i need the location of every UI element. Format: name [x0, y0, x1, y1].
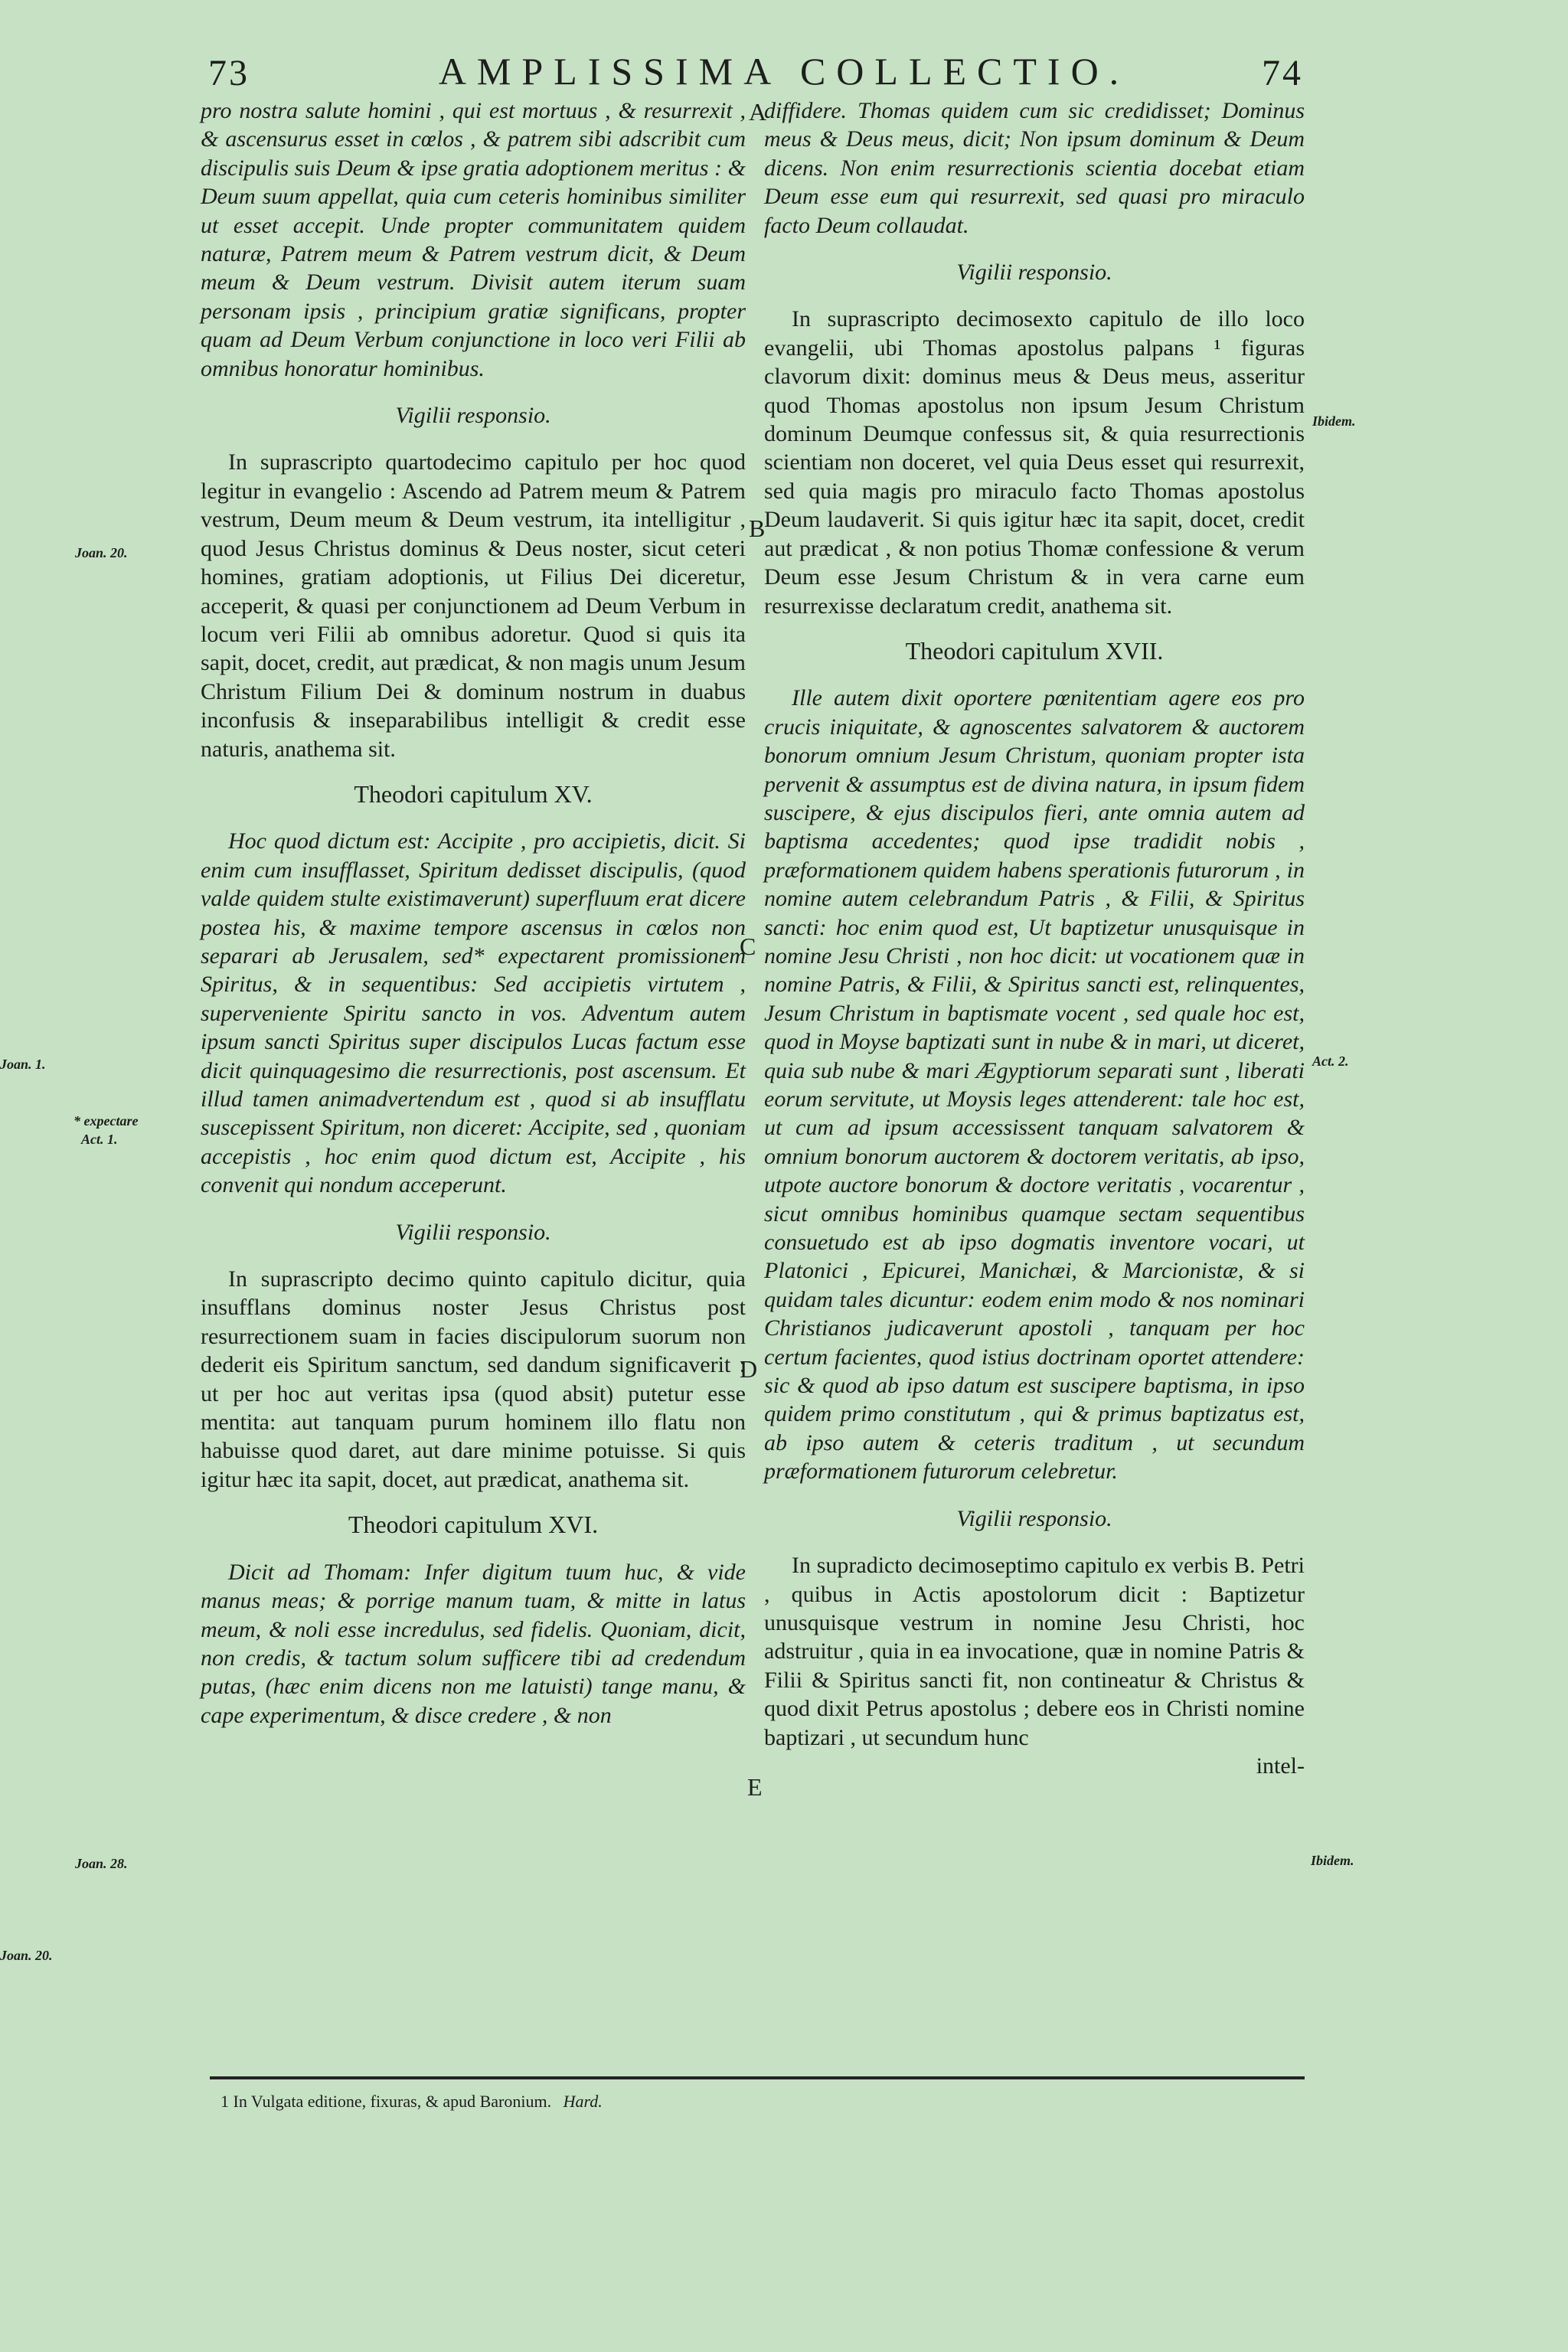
left-paragraph-2: In suprascripto quartodecimo capitulo per hoc quod legitur in evangelio : Ascendo ad Patrem meum & Patrem vestrum, Deum meum & Deum vestrum, ita intelligitur , quod Jesus Christus dominus & Deus noster, sicut ceteri homines, gratiam adoptionis, ut Filius Dei diceretur, acceperit, & quasi per conjunctionem ad Deum Verbum in locum veri Filii ab omnibus adoretur. Quod si quis ita sapit, docet, credit, aut prædicat, & non magis unum Jesum Christum Filium Dei & dominum nostrum in duabus inconfusis & inseparabilibus intelligit & credit esse naturis, anathema sit.: [201, 449, 746, 762]
section-letter-a: A: [749, 98, 767, 126]
right-heading-vigilii-2: Vigilii responsio.: [956, 1505, 1112, 1531]
left-paragraph-4: In suprascripto decimo quinto capitulo dicitur, quia insufflans dominus noster Jesus Christus post resurrectionem suam in facies discipulorum suorum non dederit eis Spiritum sanctum, sed dandum significaverit : ut per hoc aut veritas ipsa (quod absit) putetur esse mentita: aut tanquam purum hominem illo flatu non habuisse quod daret, aut dare minime potuisse. Si quis igitur hæc ita sapit, docet, aut prædicat, anathema sit.: [201, 1266, 746, 1492]
section-letter-c: C: [740, 933, 756, 960]
right-heading-theodori-xvii: Theodori capitulum XVII.: [905, 636, 1164, 665]
right-paragraph-3: Ille autem dixit oportere pœnitentiam agere eos pro crucis iniquitate, & agnoscentes salvatorem & auctorem bonorum omnium Jesum Christum, quoniam propter ista pervenit & assumptus est de divina natura, in ipsum fidem suscipere, & ejus discipulos fieri, ante omnia autem ad baptisma accedentes; quod ipse tradidit nobis , præformationem quidem habens sperationis futurorum , in nomine autem celebrandum Patris , & Filii, & Spiritus sancti: hoc enim quod est, Ut baptizetur unusquisque in nomine Jesu Christi , non hoc dicit: ut vocationem quæ in nomine Patris, & Filii, & Spiritus sancti est, relinquentes, Jesum Christum in baptismate vocent , sed quale hoc est, quod in Moyse baptizati sunt in nube & in mari, ut diceret, quia sub nube & mari Ægyptiorum separati sunt , liberati eorum servitute, ut Moysis leges attenderent: tale hoc est, ut cum ad ipsum accessissent tanquam salvatorem & omnium bonorum auctorem & doctorem veritatis, ab ipso, utpote auctore bonorum & doctore veritatis , vocarentur , sicut omnibus hominibus quamque sectam sequentibus consuetudo est ab ipso dogmatis inventore vocari, ut Platonici , Epicurei, Manichæi, & Marcionistæ, & si quidam tales dicuntur: eodem enim modo & nos nominari Christianos judicaverunt apostoli , tanquam per hoc certum facientes, quod istius doctrinam oportet attendere: sic & quod ab ipso datum est suscipere baptisma, in ipso quidem primo constitutum , qui & primus baptizatus est, ab ipso autem & ceteris traditum , ut secundum præformationem futurorum celebretur.: [764, 685, 1305, 1485]
right-paragraph-1: diffidere. Thomas quidem cum sic credidisset; Dominus meus & Deus meus, dicit; Non ipsum dominum & Deum dicens. Non enim resurrectionis scientia docebat etiam Deum esse eum qui resurrexit, sed quasi pro miraculo facto Deum collaudat.: [764, 98, 1305, 238]
right-heading-vigilii-1: Vigilii responsio.: [956, 260, 1112, 286]
left-heading-vigilii-1: Vigilii responsio.: [395, 403, 551, 429]
left-paragraph-1: pro nostra salute homini , qui est mortuus , & resurrexit , & ascensurus esset in cœlos , & patrem sibi adscribit cum discipulis suis Deum & ipse gratia adoptionem meritus : & Deum suum appellat, quia cum ceteris hominibus similiter ut esset accepit. Unde propter communitatem quidem naturæ, Patrem meum & Patrem vestrum dicit, & Deum meum & Deum vestrum. Divisit autem iterum suam personam ipsis , principium gratiæ significans, propter quam ad Deum Verbum conjunctione in loco veri Filii ab omnibus honoratur hominibus.: [201, 98, 746, 381]
running-title: AMPLISSIMA COLLECTIO.: [438, 50, 1130, 93]
left-heading-theodori-xvi: Theodori capitulum XVI.: [348, 1511, 599, 1539]
page-number-left: 73: [208, 53, 250, 93]
left-column: [201, 96, 746, 1730]
footnote-rule: [210, 2076, 1305, 2079]
margin-note-ibidem-2: Ibidem.: [1311, 1853, 1354, 1868]
left-heading-vigilii-2: Vigilii responsio.: [395, 1219, 551, 1245]
margin-note-joan-1: Joan. 1.: [0, 1057, 46, 1072]
section-letter-b: B: [749, 514, 766, 542]
footnote-signature: Hard.: [563, 2092, 603, 2111]
right-paragraph-2: In suprascripto decimosexto capitulo de illo loco evangelii, ubi Thomas apostolus palpans ¹ figuras clavorum dixit: dominus meus & Deus meus, asseritur quod Thomas apostolus non ipsum Jesum Christum dominum Deumque confessus sit, & quia resurrectionis scientiam non doceret, vel quia Deus esset qui resurrexit, sed quia magis pro miraculo facto Thomas apostolus Deum laudaverit. Si quis igitur hæc ita sapit, docet, credit aut prædicat , & non potius Thomæ confessione & verum Deum esse Jesum Christum & in vera carne eum resurrexisse declaratum credit, anathema sit.: [764, 306, 1305, 619]
margin-note-joan-20-b: Joan. 20.: [0, 1948, 53, 1963]
margin-note-act-2: Act. 2.: [1312, 1054, 1349, 1069]
margin-note-expectare: * expectare: [74, 1113, 139, 1129]
section-letter-d: D: [740, 1355, 758, 1383]
footnote-text: 1 In Vulgata editione, fixuras, & apud Baronium.: [220, 2092, 552, 2111]
left-paragraph-3: Hoc quod dictum est: Accipite , pro accipietis, dicit. Si enim cum insufflasset, Spiritum dedisset discipulis, (quod valde quidem stulte existimaverunt) superfluum erat dicere postea his, & maxime tempore ascensus in cœlos non separari ab Jerusalem, sed* expectarent promissionem Spiritus, & in sequentibus: Sed accipietis virtutem , superveniente Spiritu sancto in vos. Adventum autem ipsum sancti Spiritus super discipulos Lucas factum esse dicit quinquagesimo die resurrectionis, post ascensum. Et illud tamen animadvertendum est , quod si ab insufflatu suscepissent Spiritum, non diceret: Accipite, sed , quoniam accepistis , hoc enim quod dictum est, Accipite , his convenit qui nondum acceperunt.: [201, 828, 746, 1198]
right-paragraph-4: In supradicto decimoseptimo capitulo ex verbis B. Petri , quibus in Actis apostolorum dicit : Baptizetur unusquisque vestrum in nomine Jesu Christi, hoc adstruitur , quia in ea invocatione, quæ in nomine Patris & Filii & Spiritus sancti fit, non contineatur & Christus & quod dixit Petrus apostolus ; debere eos in Christi nomine baptizari , ut secundum hunc: [764, 1553, 1305, 1750]
left-heading-theodori-xv: Theodori capitulum XV.: [354, 779, 593, 808]
margin-note-act-1: Act. 1.: [81, 1132, 118, 1147]
margin-note-ibidem: Ibidem.: [1312, 413, 1356, 429]
footnote: [220, 2092, 603, 2112]
section-letter-e: E: [747, 1773, 763, 1801]
page-number-right: 74: [1262, 53, 1303, 93]
margin-note-joan-28: Joan. 28.: [75, 1856, 128, 1871]
margin-note-joan-20: Joan. 20.: [75, 545, 128, 560]
left-paragraph-5: Dicit ad Thomam: Infer digitum tuum huc, & vide manus meas; & porrige manum tuam, & mitte in latus meum, & noli esse incredulus, sed fidelis. Quoniam, dicit, non credis, & tactum solum sufficere tibi ad credendum putas, (hæc enim dicens non me latuisti) tange manu, & cape experimentum, & disce credere , & non: [201, 1559, 746, 1728]
right-column: [764, 96, 1305, 1780]
right-last-word: intel-: [1256, 1753, 1305, 1779]
